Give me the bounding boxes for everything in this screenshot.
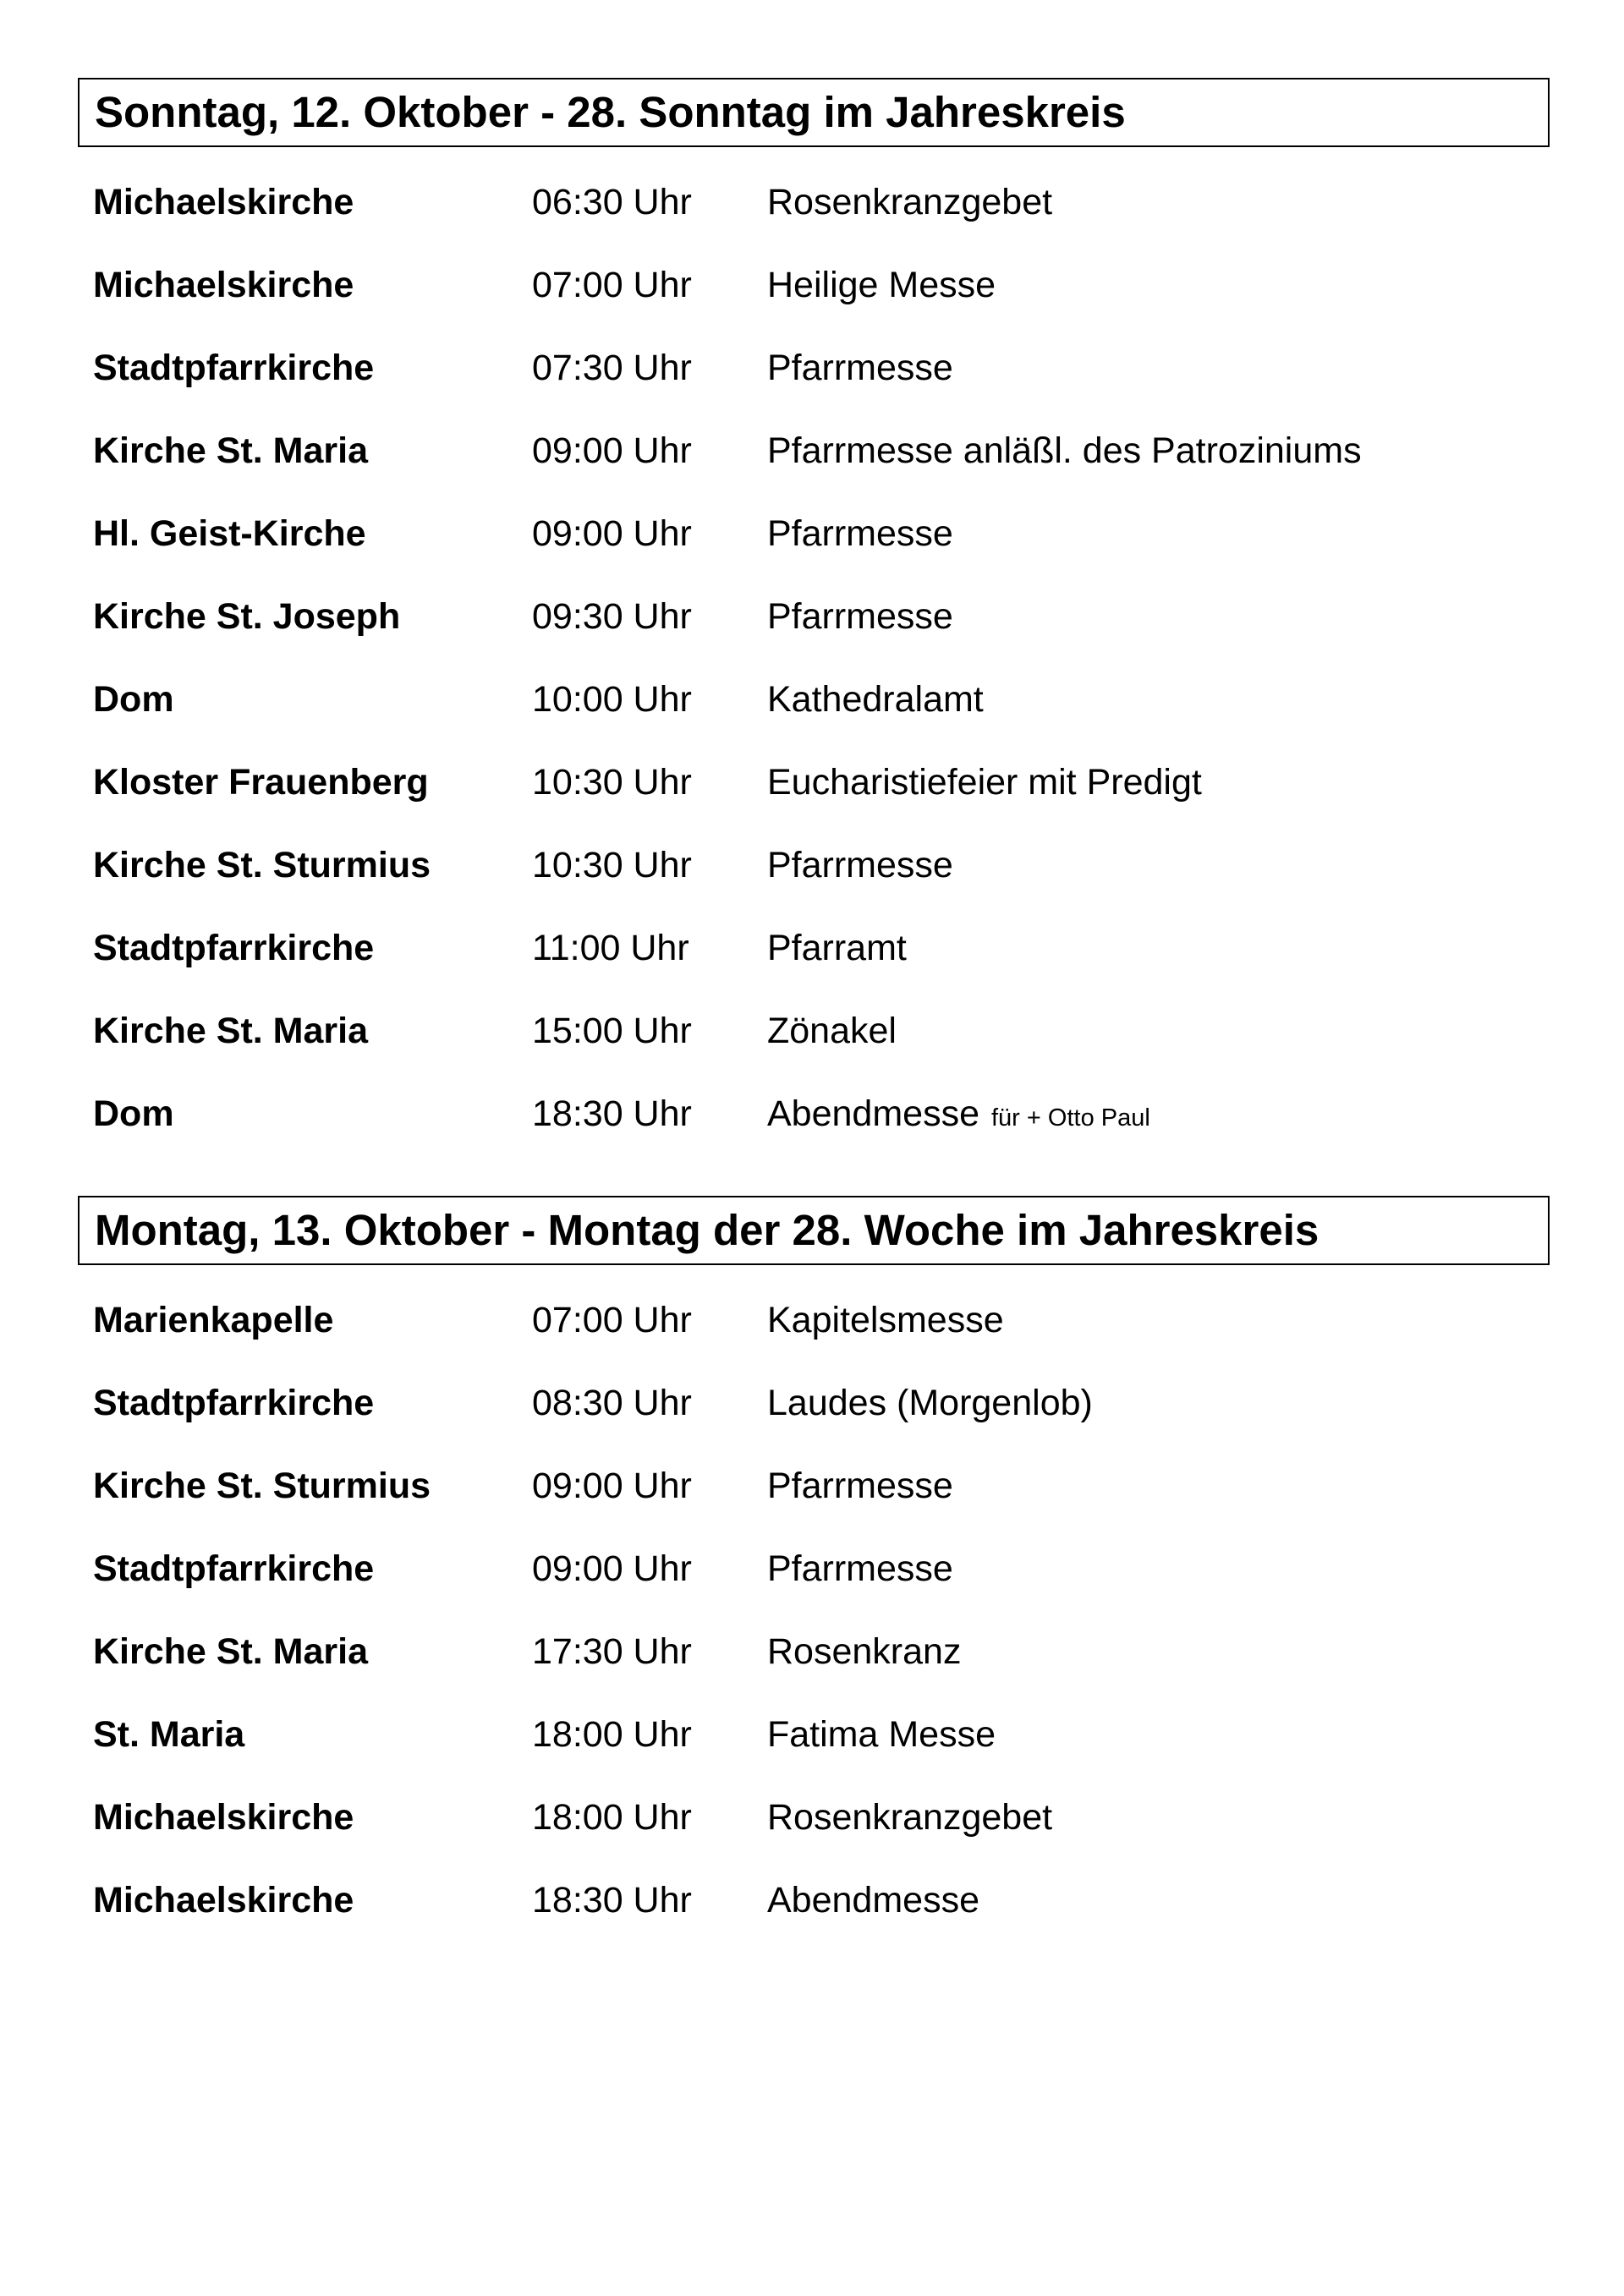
service-time: 17:30 Uhr — [532, 1631, 692, 1672]
service-title: Rosenkranzgebet — [767, 1797, 1053, 1838]
intention-note: für + Otto Paul — [991, 1104, 1150, 1132]
service-description — [767, 675, 984, 724]
service-time: 09:30 Uhr — [532, 596, 692, 637]
service-row — [78, 509, 1550, 592]
service-time: 09:00 Uhr — [532, 1466, 692, 1506]
church-name: Stadtpfarrkirche — [93, 348, 375, 388]
service-title: Rosenkranzgebet — [767, 182, 1053, 222]
service-description — [767, 426, 1362, 475]
service-description — [767, 509, 953, 558]
service-title: Pfarrmesse — [767, 845, 953, 885]
service-row — [78, 1710, 1550, 1793]
service-time: 09:00 Uhr — [532, 513, 692, 554]
church-name: Hl. Geist-Kirche — [93, 513, 366, 554]
service-description — [767, 1544, 953, 1593]
service-description — [767, 923, 907, 973]
day-heading: Sonntag, 12. Oktober - 28. Sonntag im Jahreskreis — [78, 78, 1550, 147]
service-description — [767, 1461, 953, 1510]
service-time: 18:30 Uhr — [532, 1093, 692, 1134]
service-time: 07:30 Uhr — [532, 348, 692, 388]
service-row — [78, 426, 1550, 509]
service-list — [78, 178, 1550, 1172]
service-description — [767, 1627, 961, 1676]
service-row — [78, 592, 1550, 675]
church-name: Kirche St. Maria — [93, 1011, 368, 1051]
service-row — [78, 1461, 1550, 1544]
service-description — [767, 1378, 1093, 1427]
service-title: Pfarrmesse — [767, 596, 953, 637]
church-name: Dom — [93, 1093, 174, 1134]
service-title: Kapitelsmesse — [767, 1300, 1004, 1340]
service-description — [767, 1296, 1004, 1345]
service-time: 08:30 Uhr — [532, 1383, 692, 1423]
church-name: Michaelskirche — [93, 265, 354, 305]
church-name: Michaelskirche — [93, 1880, 354, 1921]
service-title: Laudes (Morgenlob) — [767, 1383, 1093, 1423]
church-name: Kirche St. Maria — [93, 430, 368, 471]
service-title: Rosenkranz — [767, 1631, 962, 1672]
service-description — [767, 343, 953, 392]
service-title: Eucharistiefeier mit Predigt — [767, 762, 1202, 803]
service-description — [767, 758, 1202, 807]
service-row — [78, 675, 1550, 758]
service-title: Heilige Messe — [767, 265, 996, 305]
church-name: Stadtpfarrkirche — [93, 1383, 375, 1423]
service-description — [767, 1710, 996, 1759]
service-time: 06:30 Uhr — [532, 182, 692, 222]
service-time: 18:00 Uhr — [532, 1714, 692, 1755]
service-row — [78, 758, 1550, 841]
church-name: Dom — [93, 679, 174, 720]
service-row — [78, 923, 1550, 1006]
service-description — [767, 178, 1052, 227]
service-description — [767, 1876, 979, 1925]
service-row — [78, 1627, 1550, 1710]
service-time: 10:30 Uhr — [532, 762, 692, 803]
service-time: 18:30 Uhr — [532, 1880, 692, 1921]
service-row — [78, 1378, 1550, 1461]
service-description — [767, 260, 996, 310]
church-name: Stadtpfarrkirche — [93, 928, 375, 968]
service-row — [78, 841, 1550, 923]
church-name: Kirche St. Sturmius — [93, 845, 431, 885]
church-name: Kloster Frauenberg — [93, 762, 429, 803]
church-name: Kirche St. Sturmius — [93, 1466, 431, 1506]
service-title: Pfarramt — [767, 928, 907, 968]
service-time: 15:00 Uhr — [532, 1011, 692, 1051]
service-title: Pfarrmesse — [767, 1548, 953, 1589]
service-title: Pfarrmesse — [767, 513, 953, 554]
service-row — [78, 1296, 1550, 1378]
service-title: Zönakel — [767, 1011, 897, 1051]
service-description — [767, 1006, 897, 1055]
church-name: Michaelskirche — [93, 182, 354, 222]
service-title: Pfarrmesse anläßl. des Patroziniums — [767, 430, 1362, 471]
service-description — [767, 1089, 1150, 1143]
service-time: 09:00 Uhr — [532, 430, 692, 471]
service-title: Pfarrmesse — [767, 348, 953, 388]
service-time: 10:00 Uhr — [532, 679, 692, 720]
service-time: 11:00 Uhr — [532, 928, 689, 968]
day-heading: Montag, 13. Oktober - Montag der 28. Woche im Jahreskreis — [78, 1196, 1550, 1265]
service-title: Abendmesse — [767, 1880, 979, 1921]
church-name: Stadtpfarrkirche — [93, 1548, 375, 1589]
service-time: 07:00 Uhr — [532, 1300, 692, 1340]
service-row — [78, 260, 1550, 343]
church-name: Marienkapelle — [93, 1300, 334, 1340]
service-title: Kathedralamt — [767, 679, 984, 720]
service-row — [78, 1876, 1550, 1959]
church-name: St. Maria — [93, 1714, 245, 1755]
service-description — [767, 841, 953, 890]
day-section-sunday — [78, 78, 1550, 1172]
service-title: Pfarrmesse — [767, 1466, 953, 1506]
service-list — [78, 1296, 1550, 1959]
service-description — [767, 1793, 1052, 1842]
service-row — [78, 1006, 1550, 1089]
service-description — [767, 592, 953, 641]
service-time: 09:00 Uhr — [532, 1548, 692, 1589]
service-time: 07:00 Uhr — [532, 265, 692, 305]
service-row — [78, 1089, 1550, 1172]
day-section-monday — [78, 1196, 1550, 1959]
church-name: Michaelskirche — [93, 1797, 354, 1838]
service-row — [78, 1793, 1550, 1876]
church-name: Kirche St. Maria — [93, 1631, 368, 1672]
service-time: 10:30 Uhr — [532, 845, 692, 885]
church-name: Kirche St. Joseph — [93, 596, 401, 637]
service-row — [78, 343, 1550, 426]
service-title: Abendmesse — [767, 1093, 979, 1134]
service-row — [78, 1544, 1550, 1627]
service-row — [78, 178, 1550, 260]
service-title: Fatima Messe — [767, 1714, 996, 1755]
service-time: 18:00 Uhr — [532, 1797, 692, 1838]
